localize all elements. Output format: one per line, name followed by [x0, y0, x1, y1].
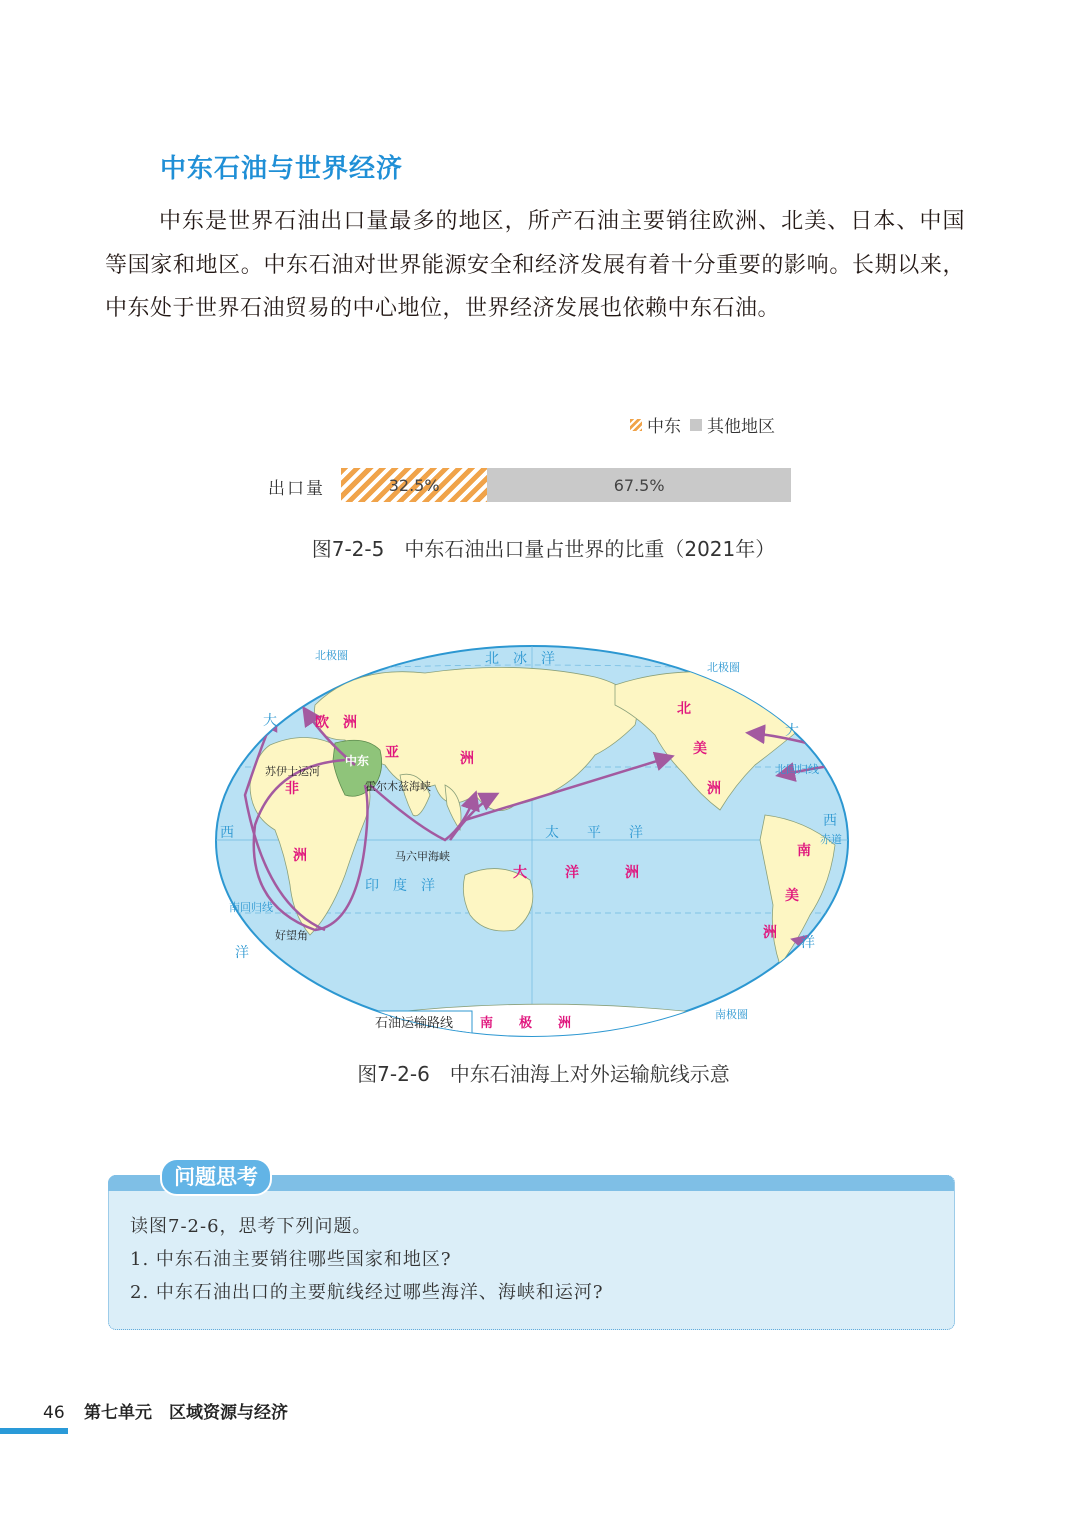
label-suez: 苏伊士运河	[265, 765, 320, 778]
question-box-title: 问题思考	[160, 1158, 272, 1196]
question-1: 1. 中东石油主要销往哪些国家和地区?	[130, 1249, 452, 1270]
label-arctic-corner: 北极圈	[315, 649, 348, 662]
unit-title: 第七单元 区域资源与经济	[84, 1403, 289, 1423]
question-2: 2. 中东石油出口的主要航线经过哪些海洋、海峡和运河?	[130, 1282, 604, 1303]
label-oceania-2: 洋	[565, 865, 579, 881]
label-atlantic-e1: 大	[785, 723, 799, 739]
body-paragraph: 中东是世界石油出口量最多的地区，所产石油主要销往欧洲、北美、日本、中国等国家和地区。中东石油对世界能源安全和经济发展有着十分重要的影响。长期以来，中东处于世界石油贸易的中心地位，世界经济发展也依赖中东石油。	[105, 209, 965, 321]
question-intro: 读图7-2-6，思考下列问题。	[130, 1216, 372, 1237]
label-atlantic-w2: 西	[220, 825, 234, 841]
label-cape: 好望角	[275, 929, 308, 942]
label-south-america-3: 洲	[763, 925, 777, 941]
bar-segment-middle-east	[341, 468, 487, 502]
label-africa-2: 洲	[293, 848, 307, 864]
label-malacca: 马六甲海峡	[395, 850, 450, 863]
label-atlantic-w1: 大	[263, 713, 277, 729]
label-asia: 亚	[385, 745, 399, 761]
label-north-america-3: 洲	[707, 781, 721, 797]
label-arctic-ocean: 北 冰 洋	[485, 651, 555, 667]
label-arctic-circle: 北极圈	[707, 661, 740, 674]
label-hormuz: 霍尔木兹海峡	[365, 780, 431, 793]
map-legend-label: 石油运输路线	[375, 1016, 454, 1031]
page-number: 46	[43, 1403, 65, 1423]
legend-swatch-middle-east	[630, 419, 642, 431]
label-equator: 赤道	[820, 833, 842, 846]
bar-category-label: 出口量	[268, 479, 325, 499]
label-asia-2: 洲	[460, 751, 474, 767]
bar-segment-other	[487, 468, 791, 502]
chart-legend	[630, 412, 775, 437]
legend-label-other: 其他地区	[707, 417, 775, 437]
label-antarctic-circle: 南极圈	[715, 1008, 748, 1021]
stacked-bar	[341, 468, 791, 502]
world-map	[215, 645, 849, 1037]
label-africa: 非	[285, 781, 299, 797]
label-antarctica: 南 极 洲	[480, 1016, 572, 1031]
label-atlantic-e3: 洋	[801, 935, 815, 951]
label-atlantic-w3: 洋	[235, 945, 249, 961]
footer-accent-bar	[0, 1428, 68, 1434]
section-title: 中东石油与世界经济	[160, 154, 404, 184]
figure-caption-2: 图7-2-6 中东石油海上对外运输航线示意	[357, 1062, 730, 1086]
label-south-america: 南	[797, 843, 811, 859]
label-north-america: 北	[677, 701, 691, 717]
label-oceania: 大	[513, 865, 527, 881]
legend-swatch-other	[690, 419, 702, 431]
label-europe: 欧 洲	[315, 715, 357, 731]
label-atlantic-e2: 西	[823, 813, 837, 829]
label-indian-ocean: 印 度 洋	[365, 878, 435, 894]
label-oceania-3: 洲	[625, 865, 639, 881]
legend-label-middle-east: 中东	[647, 417, 681, 437]
label-pacific: 太 平 洋	[545, 825, 643, 841]
label-north-america-2: 美	[693, 741, 707, 757]
label-south-america-2: 美	[785, 888, 799, 904]
footer	[43, 1398, 288, 1423]
bar-value-label-other: 67.5%	[613, 475, 665, 495]
figure-caption-1: 图7-2-5 中东石油出口量占世界的比重（2021年）	[311, 537, 776, 561]
bar-value-label-middle-east: 32.5%	[388, 475, 440, 495]
label-tropic-south: 南回归线	[229, 901, 273, 914]
label-tropic-north: 北回归线	[775, 763, 819, 776]
label-middle-east: 中东	[345, 754, 370, 768]
